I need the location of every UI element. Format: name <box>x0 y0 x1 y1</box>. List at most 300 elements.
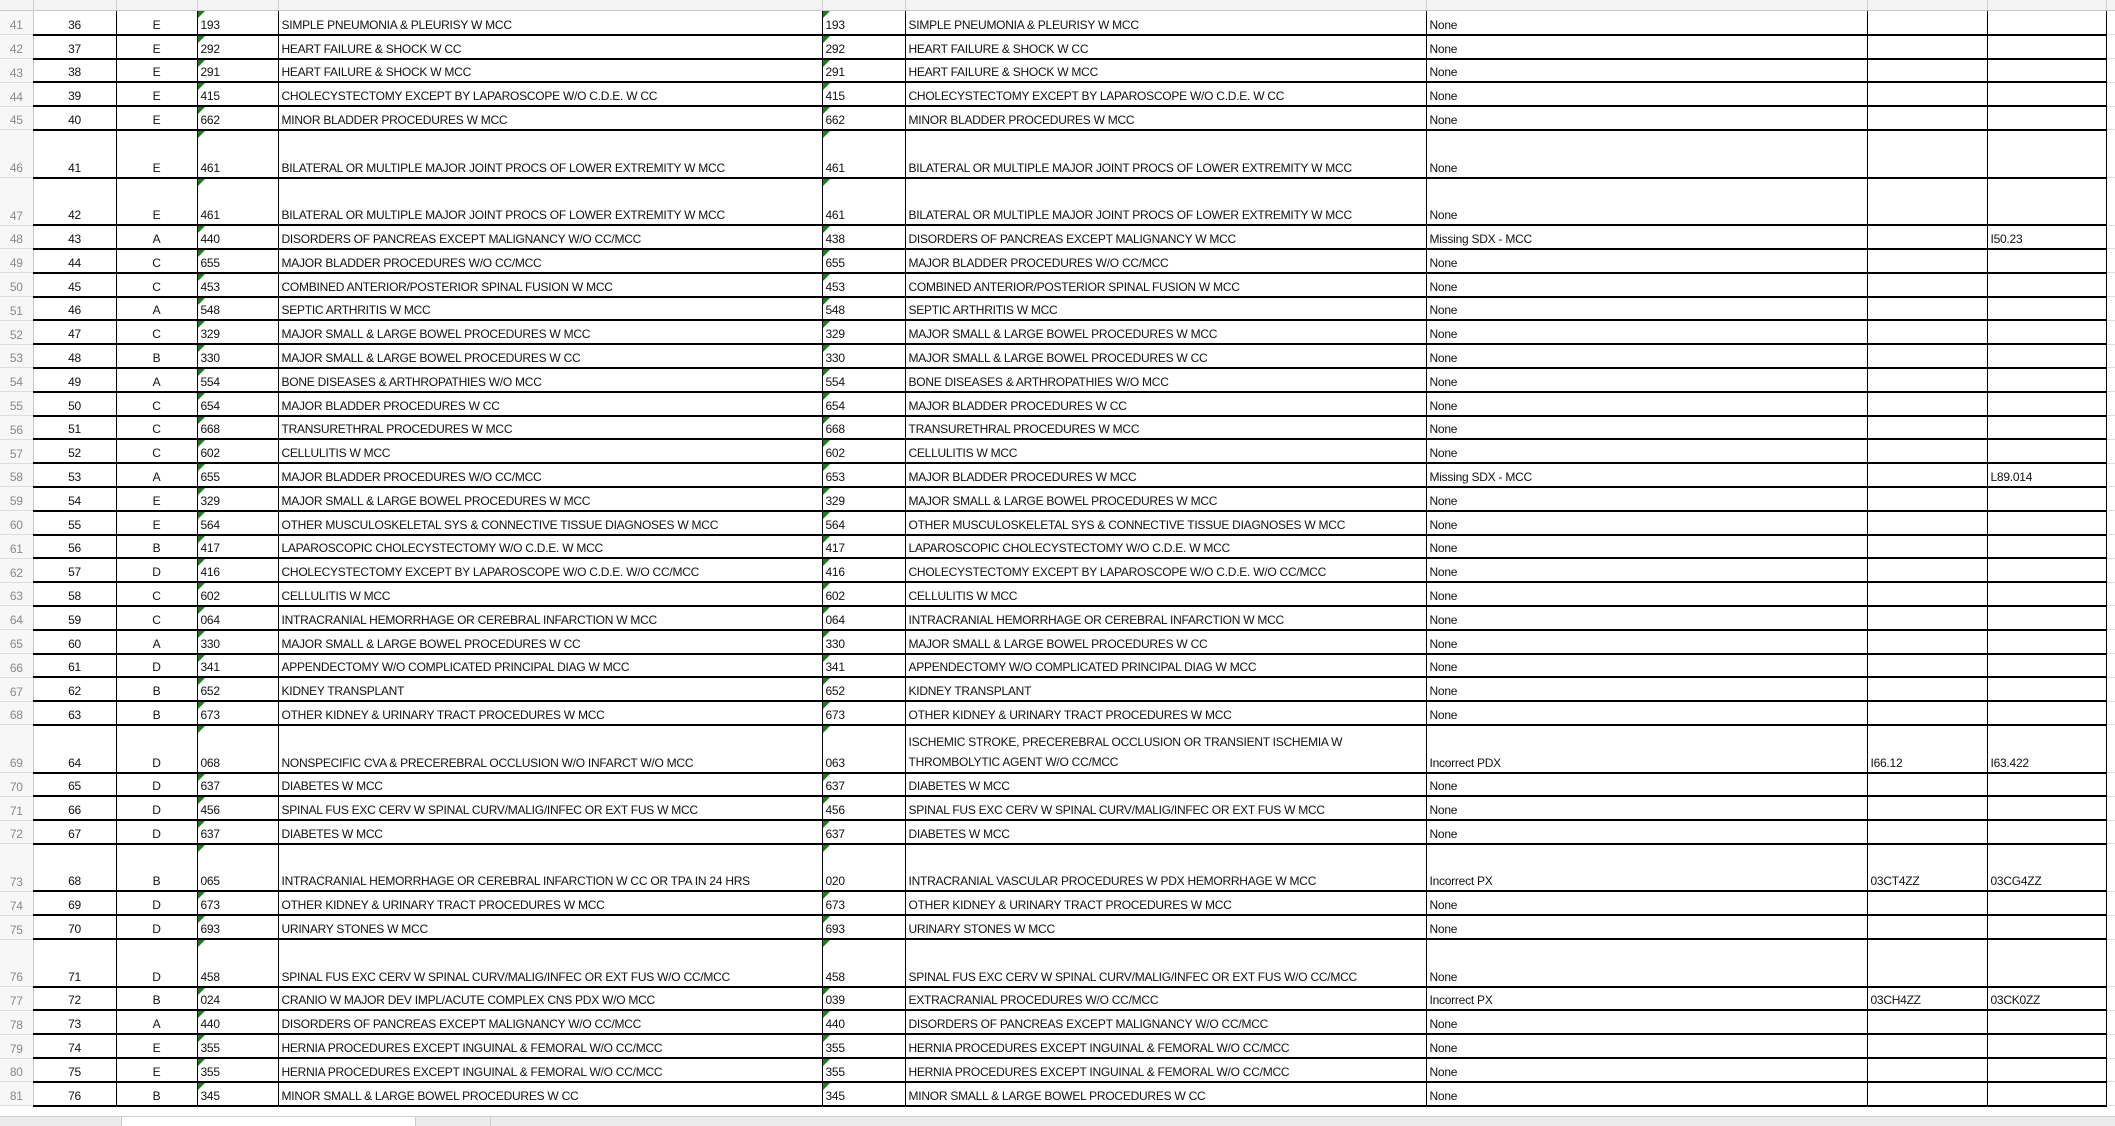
original-code-cell[interactable] <box>1867 654 1987 678</box>
billed-drg-cell[interactable] <box>197 1082 278 1106</box>
audited-drg-cell[interactable] <box>822 535 905 559</box>
case-id-cell[interactable] <box>33 392 116 416</box>
audited-drg-description-cell[interactable] <box>905 1082 1426 1106</box>
audited-drg-description-cell[interactable] <box>905 368 1426 392</box>
original-code-cell[interactable] <box>1867 725 1987 773</box>
row-header-cell[interactable] <box>0 630 33 654</box>
billed-drg-cell[interactable] <box>197 891 278 915</box>
billed-drg-description-cell[interactable] <box>278 630 822 654</box>
overflow-cell[interactable] <box>2106 939 2115 987</box>
overflow-cell[interactable] <box>2106 273 2115 297</box>
finding-cell[interactable] <box>1426 82 1867 106</box>
billed-drg-description-cell[interactable] <box>278 582 822 606</box>
row-header-cell[interactable] <box>0 1058 33 1082</box>
row-header-cell[interactable] <box>0 344 33 368</box>
row-header-cell[interactable] <box>0 915 33 939</box>
overflow-cell[interactable] <box>2106 439 2115 463</box>
finding-cell[interactable] <box>1426 987 1867 1011</box>
overflow-cell[interactable] <box>2106 487 2115 511</box>
category-cell[interactable] <box>116 654 197 678</box>
overflow-cell[interactable] <box>2106 392 2115 416</box>
revised-code-cell[interactable] <box>1987 677 2106 701</box>
original-code-cell[interactable] <box>1867 701 1987 725</box>
row-header-cell[interactable] <box>0 106 33 130</box>
revised-code-cell[interactable] <box>1987 630 2106 654</box>
case-id-cell[interactable] <box>33 59 116 83</box>
overflow-cell[interactable] <box>2106 891 2115 915</box>
billed-drg-description-cell[interactable] <box>278 558 822 582</box>
billed-drg-description-cell[interactable] <box>278 535 822 559</box>
original-code-cell[interactable] <box>1867 59 1987 83</box>
audited-drg-description-cell[interactable] <box>905 558 1426 582</box>
billed-drg-description-cell[interactable] <box>278 1082 822 1106</box>
category-cell[interactable] <box>116 796 197 820</box>
billed-drg-description-cell[interactable] <box>278 297 822 321</box>
row-header-cell[interactable] <box>0 487 33 511</box>
category-cell[interactable] <box>116 178 197 226</box>
billed-drg-cell[interactable] <box>197 796 278 820</box>
case-id-cell[interactable] <box>33 796 116 820</box>
audited-drg-description-cell[interactable] <box>905 915 1426 939</box>
category-cell[interactable] <box>116 987 197 1011</box>
overflow-cell[interactable] <box>2106 1010 2115 1034</box>
row-header-cell[interactable] <box>0 130 33 178</box>
revised-code-cell[interactable] <box>1987 535 2106 559</box>
row-header-cell[interactable] <box>0 701 33 725</box>
audited-drg-cell[interactable] <box>822 891 905 915</box>
category-cell[interactable] <box>116 844 197 892</box>
finding-cell[interactable] <box>1426 606 1867 630</box>
row-header-cell[interactable] <box>0 987 33 1011</box>
row-header-cell[interactable] <box>0 820 33 844</box>
audited-drg-description-cell[interactable] <box>905 701 1426 725</box>
billed-drg-cell[interactable] <box>197 225 278 249</box>
row-header-cell[interactable] <box>0 439 33 463</box>
overflow-cell[interactable] <box>2106 368 2115 392</box>
billed-drg-description-cell[interactable] <box>278 416 822 440</box>
billed-drg-cell[interactable] <box>197 11 278 35</box>
audited-drg-description-cell[interactable] <box>905 654 1426 678</box>
billed-drg-description-cell[interactable] <box>278 487 822 511</box>
audited-drg-cell[interactable] <box>822 35 905 59</box>
original-code-cell[interactable] <box>1867 106 1987 130</box>
finding-cell[interactable] <box>1426 701 1867 725</box>
overflow-cell[interactable] <box>2106 773 2115 797</box>
audited-drg-cell[interactable] <box>822 439 905 463</box>
revised-code-cell[interactable] <box>1987 725 2106 773</box>
case-id-cell[interactable] <box>33 368 116 392</box>
original-code-cell[interactable] <box>1867 463 1987 487</box>
overflow-cell[interactable] <box>2106 511 2115 535</box>
billed-drg-cell[interactable] <box>197 59 278 83</box>
row-header-cell[interactable] <box>0 1082 33 1106</box>
audited-drg-cell[interactable] <box>822 463 905 487</box>
category-cell[interactable] <box>116 701 197 725</box>
case-id-cell[interactable] <box>33 225 116 249</box>
audited-drg-cell[interactable] <box>822 106 905 130</box>
overflow-cell[interactable] <box>2106 701 2115 725</box>
audited-drg-description-cell[interactable] <box>905 225 1426 249</box>
audited-drg-cell[interactable] <box>822 725 905 773</box>
category-cell[interactable] <box>116 416 197 440</box>
billed-drg-cell[interactable] <box>197 701 278 725</box>
category-cell[interactable] <box>116 558 197 582</box>
category-cell[interactable] <box>116 939 197 987</box>
category-cell[interactable] <box>116 130 197 178</box>
revised-code-cell[interactable] <box>1987 368 2106 392</box>
finding-cell[interactable] <box>1426 178 1867 226</box>
case-id-cell[interactable] <box>33 511 116 535</box>
case-id-cell[interactable] <box>33 178 116 226</box>
audited-drg-cell[interactable] <box>822 178 905 226</box>
billed-drg-description-cell[interactable] <box>278 1010 822 1034</box>
case-id-cell[interactable] <box>33 773 116 797</box>
audited-drg-cell[interactable] <box>822 1082 905 1106</box>
original-code-cell[interactable] <box>1867 1082 1987 1106</box>
billed-drg-cell[interactable] <box>197 439 278 463</box>
finding-cell[interactable] <box>1426 511 1867 535</box>
finding-cell[interactable] <box>1426 939 1867 987</box>
billed-drg-description-cell[interactable] <box>278 891 822 915</box>
original-code-cell[interactable] <box>1867 582 1987 606</box>
original-code-cell[interactable] <box>1867 273 1987 297</box>
category-cell[interactable] <box>116 677 197 701</box>
case-id-cell[interactable] <box>33 1034 116 1058</box>
overflow-cell[interactable] <box>2106 1058 2115 1082</box>
audited-drg-description-cell[interactable] <box>905 487 1426 511</box>
overflow-cell[interactable] <box>2106 344 2115 368</box>
case-id-cell[interactable] <box>33 1082 116 1106</box>
billed-drg-description-cell[interactable] <box>278 392 822 416</box>
original-code-cell[interactable] <box>1867 987 1987 1011</box>
overflow-cell[interactable] <box>2106 654 2115 678</box>
original-code-cell[interactable] <box>1867 891 1987 915</box>
row-header-cell[interactable] <box>0 368 33 392</box>
revised-code-cell[interactable] <box>1987 844 2106 892</box>
revised-code-cell[interactable] <box>1987 511 2106 535</box>
category-cell[interactable] <box>116 820 197 844</box>
audited-drg-cell[interactable] <box>822 249 905 273</box>
case-id-cell[interactable] <box>33 344 116 368</box>
category-cell[interactable] <box>116 106 197 130</box>
row-header-cell[interactable] <box>0 249 33 273</box>
audited-drg-cell[interactable] <box>822 630 905 654</box>
finding-cell[interactable] <box>1426 249 1867 273</box>
billed-drg-cell[interactable] <box>197 558 278 582</box>
audited-drg-description-cell[interactable] <box>905 106 1426 130</box>
revised-code-cell[interactable] <box>1987 392 2106 416</box>
case-id-cell[interactable] <box>33 558 116 582</box>
revised-code-cell[interactable] <box>1987 130 2106 178</box>
audited-drg-cell[interactable] <box>822 773 905 797</box>
finding-cell[interactable] <box>1426 11 1867 35</box>
case-id-cell[interactable] <box>33 582 116 606</box>
billed-drg-cell[interactable] <box>197 368 278 392</box>
billed-drg-description-cell[interactable] <box>278 915 822 939</box>
revised-code-cell[interactable] <box>1987 654 2106 678</box>
finding-cell[interactable] <box>1426 820 1867 844</box>
audited-drg-description-cell[interactable] <box>905 273 1426 297</box>
original-code-cell[interactable] <box>1867 35 1987 59</box>
finding-cell[interactable] <box>1426 297 1867 321</box>
audited-drg-cell[interactable] <box>822 796 905 820</box>
revised-code-cell[interactable] <box>1987 1082 2106 1106</box>
finding-cell[interactable] <box>1426 392 1867 416</box>
original-code-cell[interactable] <box>1867 297 1987 321</box>
finding-cell[interactable] <box>1426 344 1867 368</box>
billed-drg-description-cell[interactable] <box>278 606 822 630</box>
audited-drg-cell[interactable] <box>822 987 905 1011</box>
category-cell[interactable] <box>116 606 197 630</box>
finding-cell[interactable] <box>1426 130 1867 178</box>
revised-code-cell[interactable] <box>1987 1058 2106 1082</box>
case-id-cell[interactable] <box>33 606 116 630</box>
audited-drg-description-cell[interactable] <box>905 511 1426 535</box>
category-cell[interactable] <box>116 891 197 915</box>
row-header-cell[interactable] <box>0 82 33 106</box>
row-header-cell[interactable] <box>0 416 33 440</box>
row-header-cell[interactable] <box>0 891 33 915</box>
billed-drg-description-cell[interactable] <box>278 987 822 1011</box>
category-cell[interactable] <box>116 630 197 654</box>
case-id-cell[interactable] <box>33 701 116 725</box>
original-code-cell[interactable] <box>1867 344 1987 368</box>
billed-drg-description-cell[interactable] <box>278 273 822 297</box>
finding-cell[interactable] <box>1426 1058 1867 1082</box>
overflow-cell[interactable] <box>2106 606 2115 630</box>
audited-drg-cell[interactable] <box>822 392 905 416</box>
case-id-cell[interactable] <box>33 844 116 892</box>
overflow-cell[interactable] <box>2106 59 2115 83</box>
original-code-cell[interactable] <box>1867 677 1987 701</box>
billed-drg-cell[interactable] <box>197 297 278 321</box>
category-cell[interactable] <box>116 773 197 797</box>
audited-drg-cell[interactable] <box>822 558 905 582</box>
revised-code-cell[interactable] <box>1987 59 2106 83</box>
case-id-cell[interactable] <box>33 820 116 844</box>
finding-cell[interactable] <box>1426 535 1867 559</box>
case-id-cell[interactable] <box>33 939 116 987</box>
billed-drg-cell[interactable] <box>197 35 278 59</box>
row-header-cell[interactable] <box>0 844 33 892</box>
audited-drg-cell[interactable] <box>822 273 905 297</box>
audited-drg-description-cell[interactable] <box>905 439 1426 463</box>
billed-drg-cell[interactable] <box>197 677 278 701</box>
case-id-cell[interactable] <box>33 106 116 130</box>
overflow-cell[interactable] <box>2106 535 2115 559</box>
case-id-cell[interactable] <box>33 891 116 915</box>
audited-drg-description-cell[interactable] <box>905 249 1426 273</box>
overflow-cell[interactable] <box>2106 582 2115 606</box>
audited-drg-cell[interactable] <box>822 606 905 630</box>
original-code-cell[interactable] <box>1867 606 1987 630</box>
original-code-cell[interactable] <box>1867 130 1987 178</box>
revised-code-cell[interactable] <box>1987 416 2106 440</box>
row-header-cell[interactable] <box>0 59 33 83</box>
category-cell[interactable] <box>116 1082 197 1106</box>
finding-cell[interactable] <box>1426 915 1867 939</box>
finding-cell[interactable] <box>1426 59 1867 83</box>
audited-drg-description-cell[interactable] <box>905 392 1426 416</box>
billed-drg-cell[interactable] <box>197 130 278 178</box>
revised-code-cell[interactable] <box>1987 891 2106 915</box>
overflow-cell[interactable] <box>2106 987 2115 1011</box>
billed-drg-description-cell[interactable] <box>278 677 822 701</box>
case-id-cell[interactable] <box>33 487 116 511</box>
row-header-cell[interactable] <box>0 178 33 226</box>
revised-code-cell[interactable] <box>1987 82 2106 106</box>
case-id-cell[interactable] <box>33 1010 116 1034</box>
finding-cell[interactable] <box>1426 463 1867 487</box>
revised-code-cell[interactable] <box>1987 320 2106 344</box>
audited-drg-cell[interactable] <box>822 939 905 987</box>
finding-cell[interactable] <box>1426 368 1867 392</box>
revised-code-cell[interactable] <box>1987 11 2106 35</box>
category-cell[interactable] <box>116 725 197 773</box>
case-id-cell[interactable] <box>33 1058 116 1082</box>
case-id-cell[interactable] <box>33 535 116 559</box>
revised-code-cell[interactable] <box>1987 463 2106 487</box>
revised-code-cell[interactable] <box>1987 249 2106 273</box>
audited-drg-cell[interactable] <box>822 297 905 321</box>
case-id-cell[interactable] <box>33 297 116 321</box>
revised-code-cell[interactable] <box>1987 344 2106 368</box>
audited-drg-cell[interactable] <box>822 511 905 535</box>
audited-drg-description-cell[interactable] <box>905 773 1426 797</box>
audited-drg-description-cell[interactable] <box>905 891 1426 915</box>
audited-drg-description-cell[interactable] <box>905 178 1426 226</box>
audited-drg-cell[interactable] <box>822 82 905 106</box>
audited-drg-description-cell[interactable] <box>905 1034 1426 1058</box>
category-cell[interactable] <box>116 249 197 273</box>
billed-drg-description-cell[interactable] <box>278 35 822 59</box>
case-id-cell[interactable] <box>33 725 116 773</box>
billed-drg-description-cell[interactable] <box>278 701 822 725</box>
audited-drg-cell[interactable] <box>822 1058 905 1082</box>
overflow-cell[interactable] <box>2106 130 2115 178</box>
overflow-cell[interactable] <box>2106 35 2115 59</box>
original-code-cell[interactable] <box>1867 630 1987 654</box>
case-id-cell[interactable] <box>33 987 116 1011</box>
billed-drg-cell[interactable] <box>197 939 278 987</box>
category-cell[interactable] <box>116 535 197 559</box>
billed-drg-cell[interactable] <box>197 1010 278 1034</box>
billed-drg-description-cell[interactable] <box>278 59 822 83</box>
billed-drg-description-cell[interactable] <box>278 11 822 35</box>
original-code-cell[interactable] <box>1867 225 1987 249</box>
original-code-cell[interactable] <box>1867 511 1987 535</box>
row-header-cell[interactable] <box>0 297 33 321</box>
billed-drg-cell[interactable] <box>197 463 278 487</box>
row-header-cell[interactable] <box>0 35 33 59</box>
original-code-cell[interactable] <box>1867 416 1987 440</box>
category-cell[interactable] <box>116 1058 197 1082</box>
row-header-cell[interactable] <box>0 796 33 820</box>
row-header-cell[interactable] <box>0 677 33 701</box>
billed-drg-cell[interactable] <box>197 82 278 106</box>
case-id-cell[interactable] <box>33 82 116 106</box>
category-cell[interactable] <box>116 344 197 368</box>
case-id-cell[interactable] <box>33 915 116 939</box>
category-cell[interactable] <box>116 59 197 83</box>
audited-drg-description-cell[interactable] <box>905 820 1426 844</box>
billed-drg-cell[interactable] <box>197 630 278 654</box>
category-cell[interactable] <box>116 11 197 35</box>
audited-drg-description-cell[interactable] <box>905 1010 1426 1034</box>
billed-drg-cell[interactable] <box>197 844 278 892</box>
finding-cell[interactable] <box>1426 773 1867 797</box>
finding-cell[interactable] <box>1426 558 1867 582</box>
billed-drg-cell[interactable] <box>197 535 278 559</box>
row-header-cell[interactable] <box>0 939 33 987</box>
audited-drg-cell[interactable] <box>822 368 905 392</box>
original-code-cell[interactable] <box>1867 535 1987 559</box>
audited-drg-cell[interactable] <box>822 11 905 35</box>
audited-drg-description-cell[interactable] <box>905 344 1426 368</box>
finding-cell[interactable] <box>1426 1034 1867 1058</box>
audited-drg-cell[interactable] <box>822 820 905 844</box>
billed-drg-description-cell[interactable] <box>278 463 822 487</box>
billed-drg-cell[interactable] <box>197 416 278 440</box>
audited-drg-cell[interactable] <box>822 582 905 606</box>
billed-drg-cell[interactable] <box>197 820 278 844</box>
revised-code-cell[interactable] <box>1987 773 2106 797</box>
revised-code-cell[interactable] <box>1987 820 2106 844</box>
category-cell[interactable] <box>116 368 197 392</box>
revised-code-cell[interactable] <box>1987 439 2106 463</box>
original-code-cell[interactable] <box>1867 796 1987 820</box>
finding-cell[interactable] <box>1426 891 1867 915</box>
finding-cell[interactable] <box>1426 416 1867 440</box>
original-code-cell[interactable] <box>1867 844 1987 892</box>
revised-code-cell[interactable] <box>1987 606 2106 630</box>
audited-drg-description-cell[interactable] <box>905 59 1426 83</box>
overflow-cell[interactable] <box>2106 820 2115 844</box>
audited-drg-cell[interactable] <box>822 654 905 678</box>
billed-drg-description-cell[interactable] <box>278 796 822 820</box>
row-header-cell[interactable] <box>0 654 33 678</box>
audited-drg-cell[interactable] <box>822 130 905 178</box>
billed-drg-cell[interactable] <box>197 344 278 368</box>
original-code-cell[interactable] <box>1867 915 1987 939</box>
category-cell[interactable] <box>116 297 197 321</box>
revised-code-cell[interactable] <box>1987 487 2106 511</box>
revised-code-cell[interactable] <box>1987 273 2106 297</box>
original-code-cell[interactable] <box>1867 1058 1987 1082</box>
billed-drg-description-cell[interactable] <box>278 178 822 226</box>
audited-drg-cell[interactable] <box>822 416 905 440</box>
finding-cell[interactable] <box>1426 439 1867 463</box>
billed-drg-cell[interactable] <box>197 606 278 630</box>
overflow-cell[interactable] <box>2106 1082 2115 1106</box>
billed-drg-cell[interactable] <box>197 725 278 773</box>
row-header-cell[interactable] <box>0 582 33 606</box>
audited-drg-cell[interactable] <box>822 225 905 249</box>
billed-drg-cell[interactable] <box>197 320 278 344</box>
billed-drg-cell[interactable] <box>197 511 278 535</box>
overflow-cell[interactable] <box>2106 1034 2115 1058</box>
billed-drg-cell[interactable] <box>197 273 278 297</box>
original-code-cell[interactable] <box>1867 392 1987 416</box>
billed-drg-description-cell[interactable] <box>278 939 822 987</box>
audited-drg-cell[interactable] <box>822 487 905 511</box>
finding-cell[interactable] <box>1426 630 1867 654</box>
billed-drg-cell[interactable] <box>197 249 278 273</box>
category-cell[interactable] <box>116 1010 197 1034</box>
audited-drg-cell[interactable] <box>822 677 905 701</box>
overflow-cell[interactable] <box>2106 630 2115 654</box>
category-cell[interactable] <box>116 439 197 463</box>
